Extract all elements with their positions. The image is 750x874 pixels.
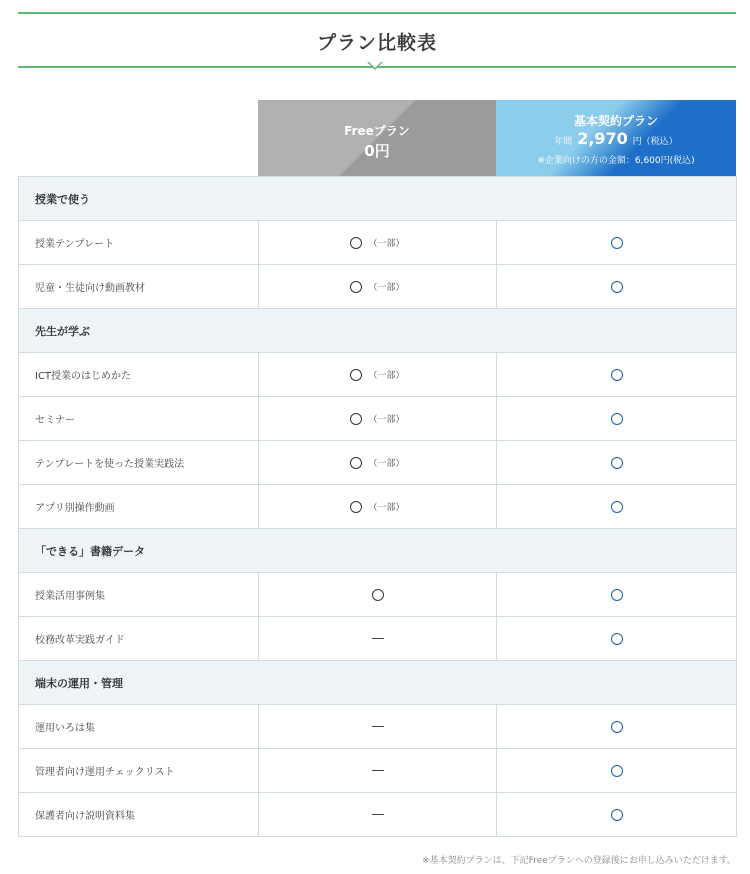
partial-label: （一部） [368, 239, 405, 249]
basic-availability-cell [497, 353, 737, 397]
partial-label: （一部） [368, 415, 405, 425]
section-title: 「できる」書籍データ [19, 529, 737, 573]
table-row [19, 397, 737, 441]
basic-availability-cell [497, 793, 737, 837]
page-title: プラン比較表 [316, 32, 437, 54]
feature-label: 授業テンプレート [19, 221, 259, 265]
circle-mark-icon [611, 237, 623, 249]
free-availability-cell [259, 353, 497, 397]
section-title: 端末の運用・管理 [19, 661, 737, 705]
free-availability-cell [259, 617, 497, 661]
table-row [19, 793, 737, 837]
title-caret-inner [369, 62, 381, 68]
enterprise-price-note: ※企業向けの方の金額：6,600円(税込) [537, 156, 695, 166]
table-row [19, 353, 737, 397]
feature-label: アプリ別操作動画 [19, 485, 259, 529]
circle-mark-icon [611, 809, 623, 821]
basic-price-prefix: 年間 [554, 137, 573, 147]
free-availability-cell [259, 573, 497, 617]
partial-label: （一部） [368, 283, 405, 293]
circle-mark-icon [611, 633, 623, 645]
free-availability-cell [259, 397, 497, 441]
free-plan-price: 0円 [364, 142, 390, 160]
feature-label: 保護者向け説明資料集 [19, 793, 259, 837]
circle-mark-icon [350, 457, 362, 469]
free-availability-cell [259, 441, 497, 485]
table-row [19, 705, 737, 749]
section-header-row [19, 661, 737, 705]
free-plan-name: Freeプラン [344, 124, 410, 138]
free-plan-header [258, 100, 496, 176]
circle-mark-icon [611, 721, 623, 733]
basic-plan-price [496, 129, 736, 148]
basic-price-suffix: 円（税込） [632, 137, 678, 147]
basic-availability-cell [497, 221, 737, 265]
circle-mark-icon [350, 281, 362, 293]
table-row [19, 485, 737, 529]
free-availability-cell [259, 749, 497, 793]
partial-label: （一部） [368, 371, 405, 381]
circle-mark-icon [372, 589, 384, 601]
basic-plan-header [496, 100, 736, 176]
free-availability-cell [259, 221, 497, 265]
dash-mark-icon [372, 726, 384, 727]
dash-mark-icon [372, 770, 384, 771]
partial-label: （一部） [368, 459, 405, 469]
footnote: ※基本契約プランは、下記Freeプランへの登録後にお申し込みいただけます。 [422, 856, 736, 866]
free-availability-cell [259, 705, 497, 749]
section-header-row [19, 177, 737, 221]
dash-mark-icon [372, 814, 384, 815]
free-availability-cell [259, 485, 497, 529]
section-header-row [19, 529, 737, 573]
basic-availability-cell [497, 485, 737, 529]
circle-mark-icon [611, 501, 623, 513]
title-band [18, 12, 736, 68]
basic-plan-name: 基本契約プラン [573, 114, 658, 128]
circle-mark-icon [611, 457, 623, 469]
section-title: 授業で使う [19, 177, 737, 221]
free-availability-cell [259, 793, 497, 837]
free-availability-cell [259, 265, 497, 309]
circle-mark-icon [350, 237, 362, 249]
basic-availability-cell [497, 441, 737, 485]
basic-availability-cell [497, 573, 737, 617]
basic-availability-cell [497, 705, 737, 749]
section-title: 先生が学ぶ [19, 309, 737, 353]
table-row [19, 749, 737, 793]
table-row [19, 265, 737, 309]
feature-label: 児童・生徒向け動画教材 [19, 265, 259, 309]
feature-label: 運用いろは集 [19, 705, 259, 749]
circle-mark-icon [611, 765, 623, 777]
feature-label: 校務改革実践ガイド [19, 617, 259, 661]
dash-mark-icon [372, 638, 384, 639]
circle-mark-icon [611, 369, 623, 381]
table-row [19, 573, 737, 617]
feature-label: 授業活用事例集 [19, 573, 259, 617]
basic-availability-cell [497, 265, 737, 309]
circle-mark-icon [611, 589, 623, 601]
section-header-row [19, 309, 737, 353]
table-row [19, 441, 737, 485]
circle-mark-icon [611, 281, 623, 293]
feature-label: テンプレートを使った授業実践法 [19, 441, 259, 485]
basic-price-value: 2,970 [577, 129, 628, 148]
table-row [19, 221, 737, 265]
feature-label: ICT授業のはじめかた [19, 353, 259, 397]
circle-mark-icon [350, 369, 362, 381]
feature-label: 管理者向け運用チェックリスト [19, 749, 259, 793]
circle-mark-icon [611, 413, 623, 425]
basic-availability-cell [497, 617, 737, 661]
basic-availability-cell [497, 397, 737, 441]
comparison-table [18, 176, 737, 837]
circle-mark-icon [350, 501, 362, 513]
basic-availability-cell [497, 749, 737, 793]
table-row [19, 617, 737, 661]
partial-label: （一部） [368, 503, 405, 513]
feature-label: セミナー [19, 397, 259, 441]
circle-mark-icon [350, 413, 362, 425]
